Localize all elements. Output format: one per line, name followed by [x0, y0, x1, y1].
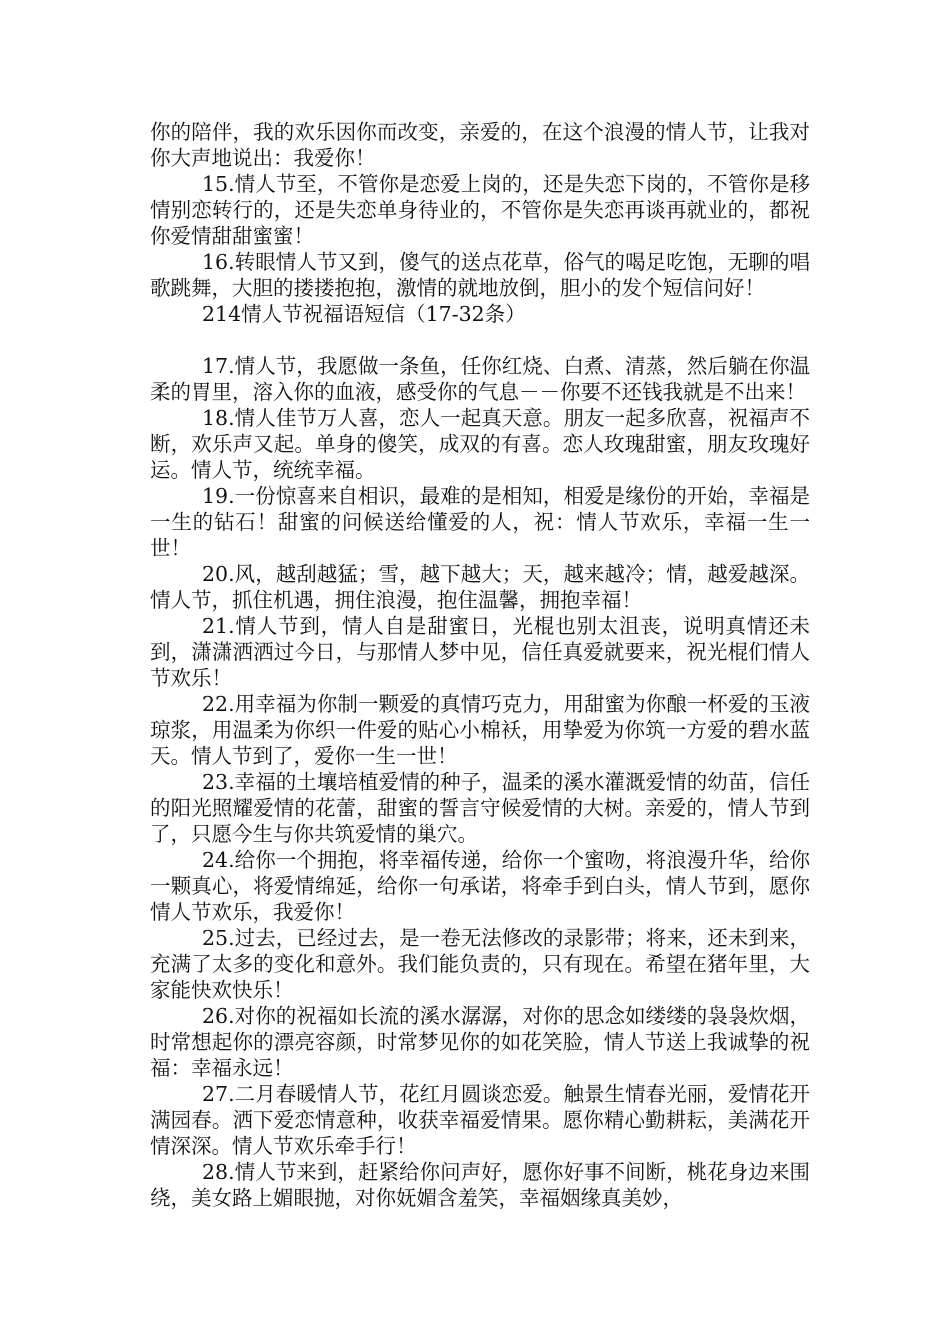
section-heading: 214情人节祝福语短信（17-32条） — [202, 302, 526, 326]
paragraph-22: 22.用幸福为你制一颗爱的真情巧克力，用甜蜜为你酿一杯爱的玉液琼浆，用温柔为你织一件爱的贴心小棉袄，用挚爱为你筑一方爱的碧水蓝天。情人节到了，爱你一生一世！ — [150, 692, 810, 768]
paragraph-continuation: 你的陪伴，我的欢乐因你而改变，亲爱的，在这个浪漫的情人节，让我对你大声地说出：我爱你！ — [150, 120, 810, 170]
paragraph-21: 21.情人节到，情人自是甜蜜日，光棍也别太沮丧，说明真情还未到，潇潇洒洒过今日，与那情人梦中见，信任真爱就要来，祝光棍们情人节欢乐！ — [150, 614, 810, 690]
paragraph-19: 19.一份惊喜来自相识，最难的是相知，相爱是缘份的开始，幸福是一生的钻石！甜蜜的问候送给懂爱的人，祝：情人节欢乐，幸福一生一世！ — [150, 484, 810, 560]
paragraph-27: 27.二月春暖情人节，花红月圆谈恋爱。触景生情春光丽，爱情花开满园春。洒下爱恋情意种，收获幸福爱情果。愿你精心勤耕耘，美满花开情深深。情人节欢乐牵手行！ — [150, 1082, 810, 1158]
paragraph-28: 28.情人节来到，赶紧给你问声好，愿你好事不间断，桃花身边来围绕，美女路上媚眼抛，对你妩媚含羞笑，幸福姻缘真美妙， — [150, 1160, 810, 1210]
paragraph-25: 25.过去，已经过去，是一卷无法修改的录影带；将来，还未到来，充满了太多的变化和意外。我们能负责的，只有现在。希望在猪年里，大家能快欢快乐！ — [150, 926, 810, 1002]
paragraph-18: 18.情人佳节万人喜，恋人一起真天意。朋友一起多欣喜，祝福声不断，欢乐声又起。单身的傻笑，成双的有喜。恋人玫瑰甜蜜，朋友玫瑰好运。情人节，统统幸福。 — [150, 406, 810, 482]
paragraph-24: 24.给你一个拥抱，将幸福传递，给你一个蜜吻，将浪漫升华，给你一颗真心，将爱情绵延，给你一句承诺，将牵手到白头，情人节到，愿你情人节欢乐，我爱你！ — [150, 848, 810, 924]
paragraph-16: 16.转眼情人节又到，傻气的送点花草，俗气的喝足吃饱，无聊的唱歌跳舞，大胆的搂搂抱抱，激情的就地放倒，胆小的发个短信问好！ — [150, 250, 810, 300]
paragraph-23: 23.幸福的土壤培植爱情的种子，温柔的溪水灌溉爱情的幼苗，信任的阳光照耀爱情的花蕾，甜蜜的誓言守候爱情的大树。亲爱的，情人节到了，只愿今生与你共筑爱情的巢穴。 — [150, 770, 810, 846]
paragraph-17: 17.情人节，我愿做一条鱼，任你红烧、白煮、清蒸，然后躺在你温柔的胃里，溶入你的血液，感受你的气息－－你要不还钱我就是不出来！ — [150, 354, 810, 404]
paragraph-15: 15.情人节至，不管你是恋爱上岗的，还是失恋下岗的，不管你是移情别恋转行的，还是失恋单身待业的，不管你是失恋再谈再就业的，都祝你爱情甜甜蜜蜜！ — [150, 172, 810, 248]
paragraph-20: 20.风，越刮越猛；雪，越下越大；天，越来越冷；情，越爱越深。情人节，抓住机遇，拥住浪漫，抱住温馨，拥抱幸福！ — [150, 562, 810, 612]
paragraph-26: 26.对你的祝福如长流的溪水潺潺，对你的思念如缕缕的袅袅炊烟，时常想起你的漂亮容颜，时常梦见你的如花笑脸，情人节送上我诚挚的祝福：幸福永远！ — [150, 1004, 810, 1080]
document-body — [150, 119, 810, 1211]
